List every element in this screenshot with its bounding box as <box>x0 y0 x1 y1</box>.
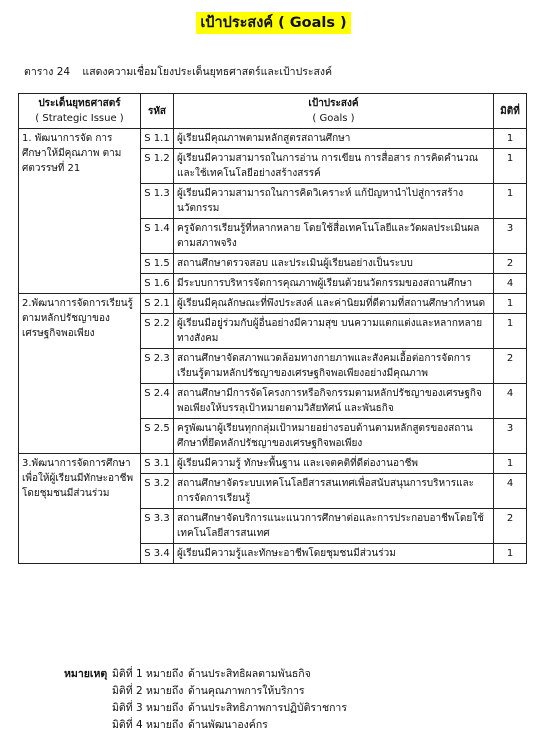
goal-dimension: 2 <box>494 254 527 274</box>
note-row <box>64 700 347 717</box>
goal-code: S 2.1 <box>141 294 174 314</box>
note-description: ด้านประสิทธิภาพการปฏิบัติราชการ <box>188 702 347 714</box>
goal-text: ผู้เรียนมีความรู้ ทักษะพื้นฐาน และเจตคติที่ดีต่องานอาชีพ <box>174 454 494 474</box>
note-description: ด้านคุณภาพการให้บริการ <box>188 685 305 697</box>
note-dimension: มิติที่ 1 หมายถึง <box>112 668 184 680</box>
goal-code: S 3.1 <box>141 454 174 474</box>
table-caption-text: แสดงความเชื่อมโยงประเด็นยุทธศาสตร์และเป้าประสงค์ <box>82 66 333 78</box>
goal-text: สถานศึกษามีการจัดโครงการหรือกิจกรรมตามหลักปรัชญาของเศรษฐกิจพอเพียงให้บรรลุเป้าหมายตามวิสัยทัศน์ และพันธกิจ <box>174 384 494 419</box>
strategic-issue-2: 2.พัฒนาการจัดการเรียนรู้ตามหลักปรัชญาของเศรษฐกิจพอเพียง <box>19 294 141 454</box>
header-strategic-issue-en: ( Strategic Issue ) <box>35 113 124 124</box>
goal-code: S 3.2 <box>141 474 174 509</box>
goal-dimension: 3 <box>494 419 527 454</box>
goal-text: สถานศึกษาจัดระบบเทคโนโลยีสารสนเทศเพื่อสนับสนุนการบริหารและการจัดการเรียนรู้ <box>174 474 494 509</box>
goal-dimension: 1 <box>494 314 527 349</box>
goal-text: ผู้เรียนมีความสามารถในการคิดวิเคราะห์ แก้ปัญหานำไปสู่การสร้างนวัตกรรม <box>174 184 494 219</box>
goal-code: S 3.3 <box>141 509 174 544</box>
note-dimension: มิติที่ 2 หมายถึง <box>112 685 184 697</box>
goal-dimension: 4 <box>494 474 527 509</box>
goal-text: ผู้เรียนมีความสามารถในการอ่าน การเขียน การสื่อสาร การคิดคำนวณ และใช้เทคโนโลยีอย่างสร้างสรรค์ <box>174 149 494 184</box>
table-caption <box>24 65 332 79</box>
goal-code: S 1.6 <box>141 274 174 294</box>
table-row <box>19 454 527 474</box>
note-description: ด้านประสิทธิผลตามพันธกิจ <box>188 668 311 680</box>
page-title-wrap <box>0 12 547 34</box>
table-row <box>19 129 527 149</box>
goal-code: S 2.2 <box>141 314 174 349</box>
table-caption-number: ตาราง 24 <box>24 66 71 78</box>
note-description: ด้านพัฒนาองค์กร <box>188 719 268 731</box>
goal-code: S 1.5 <box>141 254 174 274</box>
note-row <box>64 683 347 700</box>
notes <box>64 666 347 734</box>
header-goals-en: ( Goals ) <box>312 113 355 124</box>
goal-dimension: 1 <box>494 184 527 219</box>
note-row <box>64 717 347 734</box>
goal-dimension: 1 <box>494 129 527 149</box>
page-title: เป้าประสงค์ ( Goals ) <box>196 12 350 34</box>
goal-text: ผู้เรียนมีความรู้และทักษะอาชีพโดยชุมชนมีส่วนร่วม <box>174 544 494 564</box>
header-goals-th: เป้าประสงค์ <box>308 98 359 109</box>
header-dimension: มิติที่ <box>494 94 527 129</box>
goal-code: S 1.2 <box>141 149 174 184</box>
note-row <box>64 666 347 683</box>
goal-code: S 1.3 <box>141 184 174 219</box>
goal-text: สถานศึกษาจัดสภาพแวดล้อมทางกายภาพและสังคมเอื้อต่อการจัดการเรียนรู้ตามหลักปรัชญาของเศรษฐกิจพอเพียงอย่างมีคุณภาพ <box>174 349 494 384</box>
note-dimension: มิติที่ 3 หมายถึง <box>112 702 184 714</box>
goal-text: มีระบบการบริหารจัดการคุณภาพผู้เรียนด้วยนวัตกรรมของสถานศึกษา <box>174 274 494 294</box>
strategic-issue-3: 3.พัฒนาการจัดการศึกษาเพื่อให้ผู้เรียนมีทักษะอาชีพโดยชุมชนมีส่วนร่วม <box>19 454 141 564</box>
goal-code: S 2.5 <box>141 419 174 454</box>
goal-code: S 2.4 <box>141 384 174 419</box>
goal-dimension: 1 <box>494 454 527 474</box>
goal-text: ผู้เรียนมีอยู่ร่วมกับผู้อื่นอย่างมีความสุข บนความแตกแต่งและหลากหลายทางสังคม <box>174 314 494 349</box>
table-row <box>19 294 527 314</box>
goal-dimension: 3 <box>494 219 527 254</box>
goal-text: ครูจัดการเรียนรู้ที่หลากหลาย โดยใช้สื่อเทคโนโลยีและวัดผลประเมินผลตามสภาพจริง <box>174 219 494 254</box>
goal-code: S 1.1 <box>141 129 174 149</box>
notes-label: หมายเหตุ <box>64 668 108 680</box>
goal-text: ผู้เรียนมีคุณภาพตามหลักสูตรสถานศึกษา <box>174 129 494 149</box>
goal-dimension: 1 <box>494 149 527 184</box>
goal-dimension: 2 <box>494 509 527 544</box>
goals-table <box>18 93 527 564</box>
goal-dimension: 4 <box>494 384 527 419</box>
goal-code: S 1.4 <box>141 219 174 254</box>
goal-dimension: 1 <box>494 544 527 564</box>
goal-text: ครูพัฒนาผู้เรียนทุกกลุ่มเป้าหมายอย่างรอบด้านตามหลักสูตรของสถานศึกษาที่ยึดหลักปรัชญาของเศรษฐกิจพอเพียง <box>174 419 494 454</box>
header-strategic-issue <box>19 94 141 129</box>
goal-dimension: 1 <box>494 294 527 314</box>
note-dimension: มิติที่ 4 หมายถึง <box>112 719 184 731</box>
goal-text: สถานศึกษาตรวจสอบ และประเมินผู้เรียนอย่างเป็นระบบ <box>174 254 494 274</box>
goal-text: สถานศึกษาจัดบริการแนะแนวการศึกษาต่อและการประกอบอาชีพโดยใช้เทคโนโลยีสารสนเทศ <box>174 509 494 544</box>
strategic-issue-1: 1. พัฒนาการจัด การศึกษาให้มีคุณภาพ ตามศตวรรษที่ 21 <box>19 129 141 294</box>
table-header-row <box>19 94 527 129</box>
goal-code: S 3.4 <box>141 544 174 564</box>
goal-dimension: 4 <box>494 274 527 294</box>
header-strategic-issue-th: ประเด็นยุทธศาสตร์ <box>38 98 121 109</box>
header-code: รหัส <box>141 94 174 129</box>
goal-code: S 2.3 <box>141 349 174 384</box>
goal-dimension: 2 <box>494 349 527 384</box>
goal-text: ผู้เรียนมีคุณลักษณะที่พึงประสงค์ และค่านิยมที่ดีตามที่สถานศึกษากำหนด <box>174 294 494 314</box>
header-goals <box>174 94 494 129</box>
